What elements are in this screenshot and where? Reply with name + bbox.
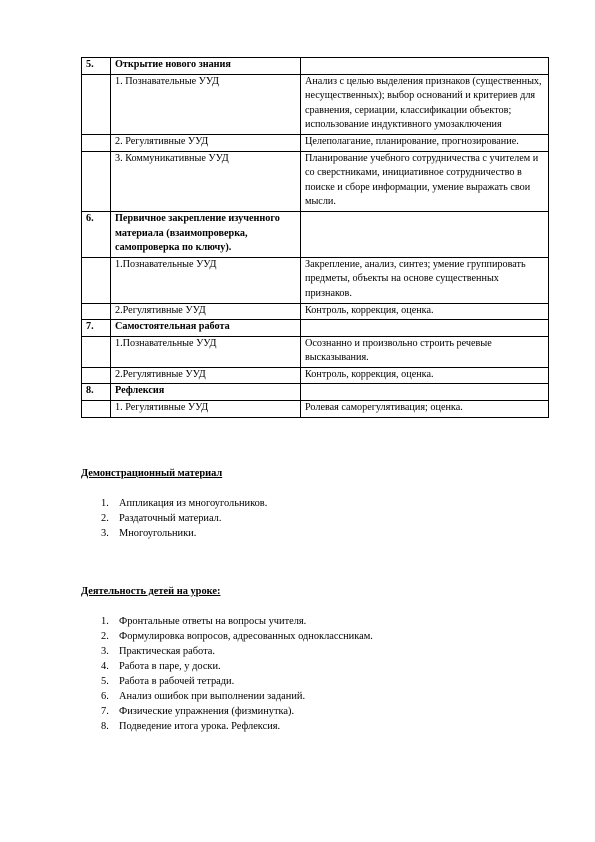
row-number-cell: 8. bbox=[82, 384, 111, 401]
list-item-number: 4. bbox=[101, 661, 109, 672]
row-number-cell: 7. bbox=[82, 320, 111, 337]
row-number-cell bbox=[82, 401, 111, 418]
row-number-cell bbox=[82, 257, 111, 303]
subsection-row bbox=[82, 74, 549, 134]
list-item bbox=[81, 689, 373, 704]
list-item-text: Раздаточный материал. bbox=[119, 513, 222, 524]
list-item bbox=[81, 511, 267, 526]
row-number-cell bbox=[82, 74, 111, 134]
list-item-number: 8. bbox=[101, 721, 109, 732]
list-item-number: 3. bbox=[101, 528, 109, 539]
list-item-text: Фронтальные ответы на вопросы учителя. bbox=[119, 616, 307, 627]
row-number-cell: 6. bbox=[82, 211, 111, 257]
section-row bbox=[82, 320, 549, 337]
description-cell: Ролевая саморегулятивация; оценка. bbox=[301, 401, 549, 418]
list-item bbox=[81, 659, 373, 674]
uud-type-cell: 1.Познавательные УУД bbox=[111, 257, 301, 303]
list-item-number: 1. bbox=[101, 498, 109, 509]
list-item bbox=[81, 644, 373, 659]
section-row bbox=[82, 58, 549, 75]
uud-type-cell: 2.Регулятивные УУД bbox=[111, 303, 301, 320]
section-title-cell: Рефлексия bbox=[111, 384, 301, 401]
list-item-number: 5. bbox=[101, 676, 109, 687]
row-number-cell bbox=[82, 134, 111, 151]
list-item-text: Физические упражнения (физминутка). bbox=[119, 706, 295, 717]
description-cell: Планирование учебного сотрудничества с учителем и со сверстниками, инициативное сотрудничество в поиске и сборе информации, умение выражать свои мысли. bbox=[301, 151, 549, 211]
row-number-cell bbox=[82, 336, 111, 367]
section-title-cell: Самостоятельная работа bbox=[111, 320, 301, 337]
description-cell bbox=[301, 320, 549, 337]
list-item-text: Анализ ошибок при выполнении заданий. bbox=[119, 691, 306, 702]
list-item-text: Работа в паре, у доски. bbox=[119, 661, 221, 672]
description-cell: Целеполагание, планирование, прогнозирование. bbox=[301, 134, 549, 151]
section-title-cell: Открытие нового знания bbox=[111, 58, 301, 75]
list-item bbox=[81, 629, 373, 644]
list-item-text: Работа в рабочей тетради. bbox=[119, 676, 235, 687]
demo-materials-section bbox=[81, 466, 267, 541]
row-number-cell bbox=[82, 151, 111, 211]
row-number-cell: 5. bbox=[82, 58, 111, 75]
row-number-cell bbox=[82, 367, 111, 384]
description-cell bbox=[301, 384, 549, 401]
list-item-text: Подведение итога урока. Рефлексия. bbox=[119, 721, 281, 732]
list-item-number: 7. bbox=[101, 706, 109, 717]
list-item-number: 6. bbox=[101, 691, 109, 702]
list-item bbox=[81, 674, 373, 689]
description-cell bbox=[301, 58, 549, 75]
lesson-plan-table bbox=[81, 57, 549, 418]
list-item bbox=[81, 719, 373, 734]
uud-type-cell: 1.Познавательные УУД bbox=[111, 336, 301, 367]
subsection-row bbox=[82, 257, 549, 303]
list-item-text: Практическая работа. bbox=[119, 646, 215, 657]
list-item-number: 1. bbox=[101, 616, 109, 627]
list-item-text: Формулировка вопросов, адресованных одноклассникам. bbox=[119, 631, 373, 642]
description-cell bbox=[301, 211, 549, 257]
list-item-number: 3. bbox=[101, 646, 109, 657]
section-row bbox=[82, 211, 549, 257]
list-item bbox=[81, 704, 373, 719]
description-cell: Закрепление, анализ, синтез; умение группировать предметы, объекты на основе существенных признаков. bbox=[301, 257, 549, 303]
subsection-row bbox=[82, 151, 549, 211]
description-cell: Анализ с целью выделения признаков (существенных, несущественных); выбор оснований и критериев для сравнения, сериации, классификации объектов; использование индуктивного умозаключения bbox=[301, 74, 549, 134]
subsection-row bbox=[82, 401, 549, 418]
list-item-text: Аппликация из многоугольников. bbox=[119, 498, 268, 509]
uud-type-cell: 2. Регулятивные УУД bbox=[111, 134, 301, 151]
list-item bbox=[81, 614, 373, 629]
list-item-text: Многоугольники. bbox=[119, 528, 197, 539]
uud-type-cell: 1. Регулятивные УУД bbox=[111, 401, 301, 418]
children-activity-section bbox=[81, 584, 373, 734]
list-item-number: 2. bbox=[101, 631, 109, 642]
list-item bbox=[81, 526, 267, 541]
subsection-row bbox=[82, 367, 549, 384]
section-row bbox=[82, 384, 549, 401]
subsection-row bbox=[82, 336, 549, 367]
demo-materials-heading: Демонстрационный материал bbox=[81, 468, 223, 479]
uud-type-cell: 3. Коммуникативные УУД bbox=[111, 151, 301, 211]
uud-type-cell: 2.Регулятивные УУД bbox=[111, 367, 301, 384]
section-title-cell: Первичное закрепление изученного материала (взаимопроверка, самопроверка по ключу). bbox=[111, 211, 301, 257]
subsection-row bbox=[82, 134, 549, 151]
list-item-number: 2. bbox=[101, 513, 109, 524]
list-item bbox=[81, 496, 267, 511]
description-cell: Контроль, коррекция, оценка. bbox=[301, 303, 549, 320]
row-number-cell bbox=[82, 303, 111, 320]
children-activity-list bbox=[81, 614, 373, 734]
uud-type-cell: 1. Познавательные УУД bbox=[111, 74, 301, 134]
subsection-row bbox=[82, 303, 549, 320]
description-cell: Контроль, коррекция, оценка. bbox=[301, 367, 549, 384]
description-cell: Осознанно и произвольно строить речевые высказывания. bbox=[301, 336, 549, 367]
children-activity-heading: Деятельность детей на уроке: bbox=[81, 586, 221, 597]
demo-materials-list bbox=[81, 496, 267, 541]
